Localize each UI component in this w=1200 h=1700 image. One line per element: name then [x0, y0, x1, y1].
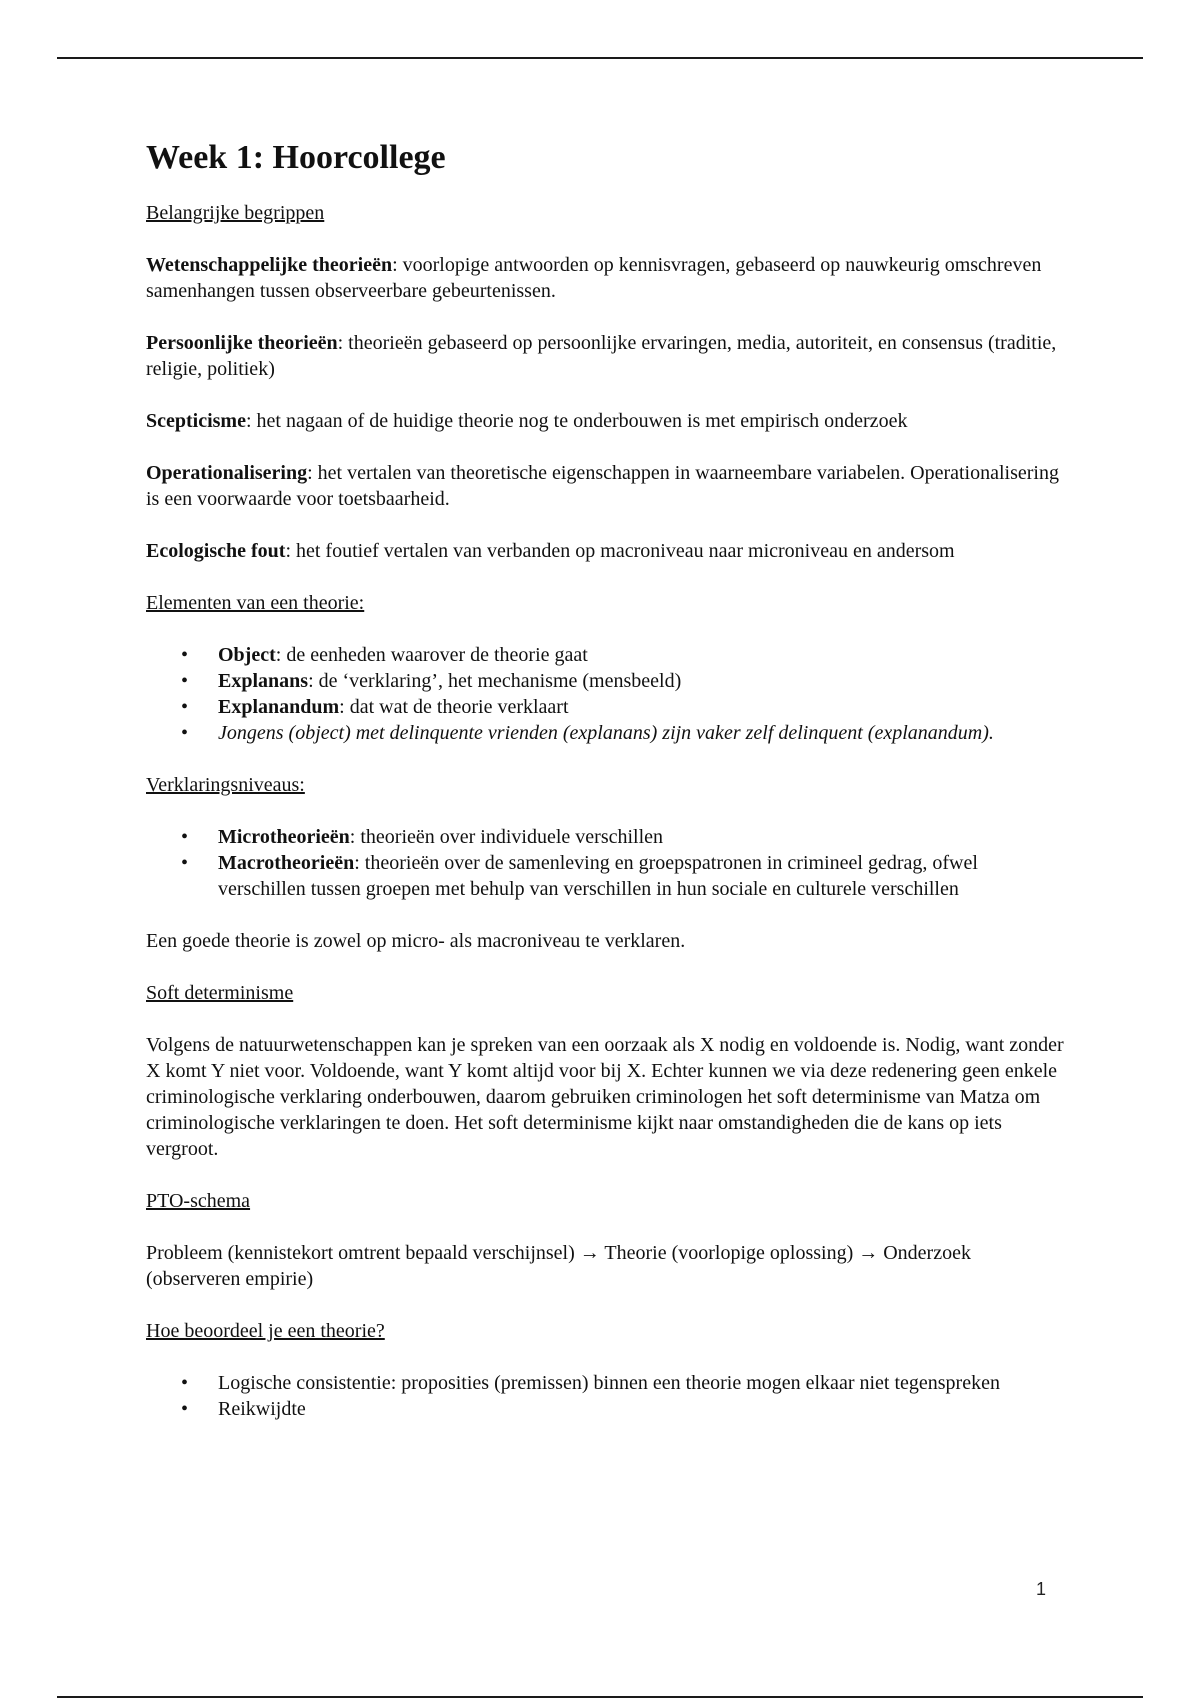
list-item: • Reikwijdte [146, 1396, 1066, 1422]
niveaus-list [146, 824, 1066, 902]
section-heading-pto-schema: PTO-schema [146, 1190, 251, 1212]
definition-term: Persoonlijke theorieën [146, 332, 338, 354]
bottom-rule [57, 1696, 1143, 1698]
example-text: Jongens (object) met delinquente vrienden (explanans) zijn vaker zelf delinquent (explanandum). [218, 722, 994, 744]
definition-text: : voorlopige antwoorden op kennisvragen, gebaseerd op nauwkeurig omschreven samenhangen tussen observeerbare gebeurtenissen. [146, 254, 1042, 302]
item-term: Microtheorieën [218, 826, 350, 848]
list-item: • Logische consistentie: proposities (premissen) binnen een theorie mogen elkaar niet tegenspreken [146, 1370, 1066, 1396]
item-text: : dat wat de theorie verklaart [339, 696, 569, 718]
definition-wetenschappelijke-theorieen [146, 252, 1066, 304]
list-item [146, 642, 1066, 668]
niveaus-conclusion: Een goede theorie is zowel op micro- als macroniveau te verklaren. [146, 930, 686, 952]
list-item [146, 850, 1066, 902]
item-text: : de ‘verklaring’, het mechanisme (mensbeeld) [308, 670, 682, 692]
definition-term: Operationalisering [146, 462, 308, 484]
definition-text: : theorieën gebaseerd op persoonlijke ervaringen, media, autoriteit, en consensus (traditie, religie, politiek) [146, 332, 1057, 380]
definition-text: : het vertalen van theoretische eigenschappen in waarneembare variabelen. Operationalisering is een voorwaarde voor toetsbaarheid. [146, 462, 1059, 510]
definition-text: : het nagaan of de huidige theorie nog te onderbouwen is met empirisch onderzoek [245, 410, 908, 432]
definition-term: Scepticisme [146, 410, 246, 432]
document-body [146, 138, 1066, 1448]
item-term: Explanandum [218, 696, 340, 718]
item-term: Object [218, 644, 276, 666]
elementen-list [146, 642, 1066, 746]
list-item [146, 824, 1066, 850]
item-text: : theorieën over individuele verschillen [349, 826, 664, 848]
section-heading-verklaringsniveaus: Verklaringsniveaus: [146, 774, 305, 796]
item-text: : theorieën over de samenleving en groepspatronen in crimineel gedrag, ofwel verschillen tussen groepen met behulp van verschillen in hun sociale en culturele verschillen [218, 852, 978, 900]
pto-schema-paragraph: Probleem (kennistekort omtrent bepaald verschijnsel) → Theorie (voorlopige oplossing) → Onderzoek (observeren empirie) [146, 1242, 971, 1290]
definition-text: : het foutief vertalen van verbanden op macroniveau naar microniveau en andersom [285, 540, 955, 562]
section-heading-beoordeel: Hoe beoordeel je een theorie? [146, 1320, 385, 1342]
soft-determinisme-paragraph: Volgens de natuurwetenschappen kan je spreken van een oorzaak als X nodig en voldoende is. Nodig, want zonder X komt Y niet voor. Voldoende, want Y komt altijd voor bij X. Echter kunnen we via deze redenering geen enkele criminologische verklaring onderbouwen, daarom gebruiken criminologen het soft determinisme van Matza om criminologische verklaringen te doen. Het soft determinisme kijkt naar omstandigheden die de kans op iets vergroot. [146, 1034, 1064, 1160]
section-heading-elementen: Elementen van een theorie: [146, 592, 365, 614]
definition-scepticisme [146, 408, 1066, 434]
definition-term: Ecologische fout [146, 540, 286, 562]
definition-ecologische-fout [146, 538, 1066, 564]
page-number: 1 [1036, 1579, 1047, 1599]
section-heading-soft-determinisme: Soft determinisme [146, 982, 294, 1004]
list-item [146, 720, 1066, 746]
definition-operationalisering [146, 460, 1066, 512]
item-term: Explanans [218, 670, 309, 692]
item-term: Macrotheorieën [218, 852, 355, 874]
item-text: : de eenheden waarover de theorie gaat [275, 644, 588, 666]
list-item [146, 668, 1066, 694]
definition-term: Wetenschappelijke theorieën [146, 254, 393, 276]
beoordeel-list [146, 1370, 1066, 1422]
top-rule [57, 57, 1143, 59]
section-heading-begrippen: Belangrijke begrippen [146, 202, 325, 224]
page-title: Week 1: Hoorcollege [146, 139, 446, 176]
list-item [146, 694, 1066, 720]
definition-persoonlijke-theorieen [146, 330, 1066, 382]
